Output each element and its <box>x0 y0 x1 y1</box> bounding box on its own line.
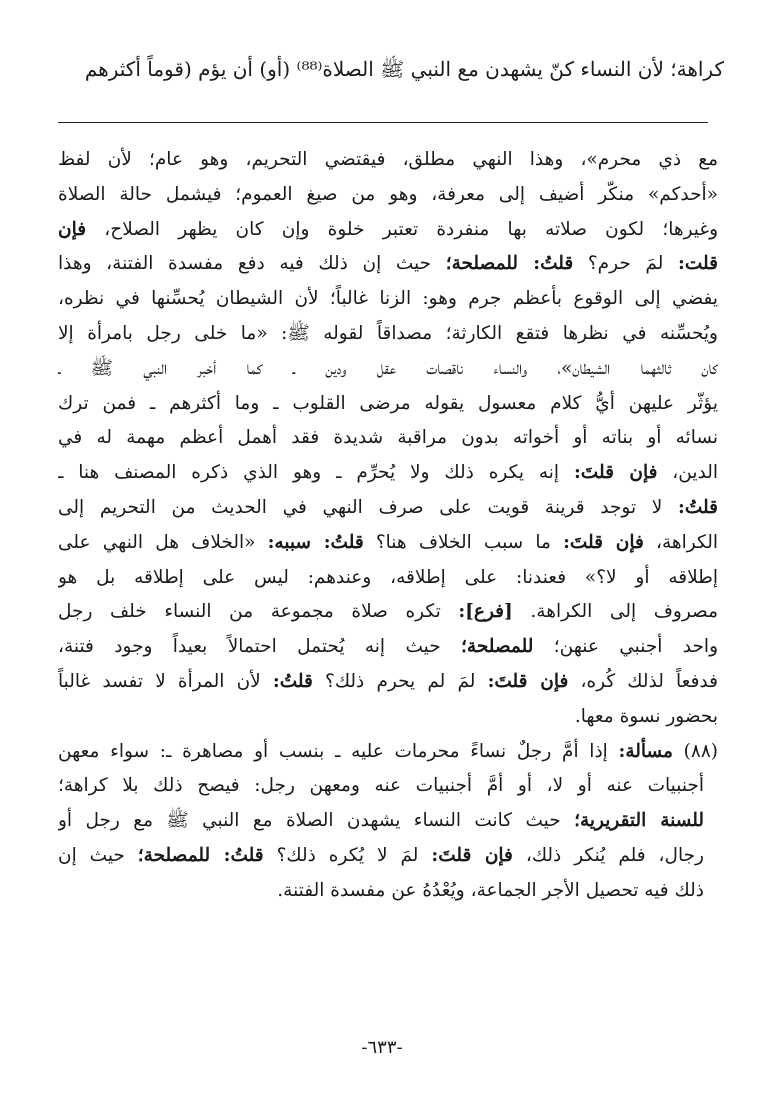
bold-keyword: قلتُ: للمصلحة؛ <box>445 253 574 275</box>
commentary-section <box>58 143 718 735</box>
commentary-line <box>58 665 718 700</box>
commentary-line <box>58 213 718 248</box>
text-run: «الخلاف هل النهي على <box>58 531 268 553</box>
bold-keyword: قلتُ: سببه: <box>267 531 364 553</box>
commentary-line <box>58 387 718 422</box>
text-run: الكراهة، <box>643 531 718 553</box>
bold-keyword: مسألة: <box>618 740 673 762</box>
text-run: لأن المرأة لا تفسد غالباً <box>58 670 273 692</box>
bold-keyword: قلتُ: <box>272 670 313 692</box>
commentary-line <box>58 456 718 491</box>
bold-keyword: للسنة التقريرية؛ <box>574 810 705 832</box>
text-run: أجنبيات عنه أو لا، أو أمَّ أجنبيات عنه ومعهن رجل: فيصح ذلك بلا كراهة؛ <box>58 775 704 797</box>
commentary-line <box>58 352 718 387</box>
text-run: ما سبب الخلاف هنا؟ <box>363 531 564 553</box>
text-run: يؤثّر عليهن أيُّ كلام معسول يقوله مرضى القلوب ـ وما أكثرهم ـ فمن ترك <box>58 392 718 414</box>
page-body <box>58 143 718 909</box>
footnote-line <box>58 874 718 909</box>
text-run: ويُحسِّنه في نظرها فتقع الكارثة؛ مصداقاً لقوله ﷺ: «ما خلى رجل بامرأة إلا <box>58 322 718 344</box>
text-run: إنه يكره ذلك ولا يُحرِّم ـ وهو الذي ذكره المصنف هنا ـ <box>58 462 574 484</box>
text-run: ذلك فيه تحصيل الأجر الجماعة، ويُعْدُهُ عن مفسدة الفتنة. <box>277 879 704 901</box>
bold-keyword: فإن قلتَ: <box>431 844 513 866</box>
separator-rule <box>58 122 708 123</box>
text-run: نسائه أو بناته أو أخواته بدون مراقبة شديدة فقد أهمل أعظم مهمة له في <box>58 427 718 449</box>
text-run: رجال، فلم يُنكر ذلك، <box>512 844 704 866</box>
bold-keyword: قلتُ: للمصلحة؛ <box>137 844 264 866</box>
footnote-section <box>58 735 718 909</box>
text-run: لمَ لا يُكره ذلك؟ <box>263 844 432 866</box>
bold-keyword: قلت: <box>678 253 718 275</box>
footnote-line <box>58 769 718 804</box>
text-run: إذا أمَّ رجلٌ نساءً محرمات عليه ـ بنسب أو مصاهرة ـ: سواء معهن <box>58 740 619 762</box>
commentary-line <box>58 421 718 456</box>
text-run: فدفعاً لذلك كُره، <box>568 670 718 692</box>
text-run: واحد أجنبي عنهن؛ <box>533 636 718 658</box>
commentary-line <box>58 143 718 178</box>
commentary-line <box>58 526 718 561</box>
bold-keyword: للمصلحة؛ <box>461 636 534 658</box>
commentary-line <box>58 595 718 630</box>
footnote-line <box>58 839 718 874</box>
text-run: حيث كانت النساء يشهدن الصلاة مع النبي ﷺ مع رجل أو <box>58 810 575 832</box>
commentary-line <box>58 282 718 317</box>
footnote-line <box>58 804 718 839</box>
text-run: حيث إنه يُحتمل احتمالاً بعيداً وجود فتنة، <box>58 636 462 658</box>
text-run: تكره صلاة مجموعة من النساء خلف رجل <box>58 601 459 623</box>
page-number: -٦٣٣- <box>361 1037 403 1058</box>
commentary-line <box>58 561 718 596</box>
text-run: الدين، <box>657 462 718 484</box>
commentary-line <box>58 178 718 213</box>
text-run: (٨٨) <box>672 740 718 762</box>
commentary-line <box>58 700 718 735</box>
footnote-line <box>58 735 718 770</box>
text-run: يفضي إلى الوقوع بأعظم جرم وهو: الزنا غالباً؛ لأن الشيطان يُحسِّنها في نظره، <box>58 288 718 310</box>
main-text-line: كراهة؛ لأن النساء كنّ يشهدن مع النبي ﷺ الصلاة⁽⁸⁸⁾ (أو) أن يؤم (قوماً أكثرهم <box>84 57 724 81</box>
text-run: لا توجد قرينة قويت على صرف النهي في الحديث من التحريم إلى <box>58 496 679 518</box>
text-run: لمَ حرم؟ <box>573 253 679 275</box>
text-run: «أحدكم» منكّر أضيف إلى معرفة، وهو من صيغ العموم؛ فيشمل حالة الصلاة <box>58 183 718 205</box>
text-run: وغيرها؛ لكون صلاته بها منفردة تعتبر خلوة وإن كان يظهر الصلاح، <box>86 218 718 240</box>
bold-keyword: فإن قلتَ: <box>487 670 569 692</box>
commentary-line <box>58 247 718 282</box>
commentary-line <box>58 491 718 526</box>
text-run: مع ذي محرم»، وهذا النهي مطلق، فيقتضي التحريم، وهو عام؛ لأن لفظ <box>58 149 718 170</box>
bold-keyword: فإن قلتَ: <box>563 531 644 553</box>
commentary-line <box>58 317 718 352</box>
text-run: مصروف إلى الكراهة. <box>512 601 718 623</box>
bold-keyword: فإن قلتَ: <box>573 462 658 484</box>
commentary-line <box>58 630 718 665</box>
text-run: كان ثالثهما الشيطان»، والنساء ناقصات عقل ودين ـ كما أخبر النبي ﷺ ـ <box>58 357 718 379</box>
bold-keyword: [فرع]: <box>458 601 513 623</box>
text-run: لمَ لم يحرم ذلك؟ <box>312 670 488 692</box>
bold-keyword: قلتُ: <box>678 496 718 518</box>
bold-keyword: فإن <box>58 218 87 240</box>
text-run: إطلاقه أو لا؟» فعندنا: على إطلاقه، وعندهم: ليس على إطلاقه بل هو <box>58 566 718 588</box>
text-run: حيث إن <box>58 844 138 866</box>
text-run: حيث إن ذلك فيه دفع مفسدة الفتنة، وهذا <box>58 253 446 275</box>
text-run: بحضور نسوة معها. <box>574 705 718 727</box>
